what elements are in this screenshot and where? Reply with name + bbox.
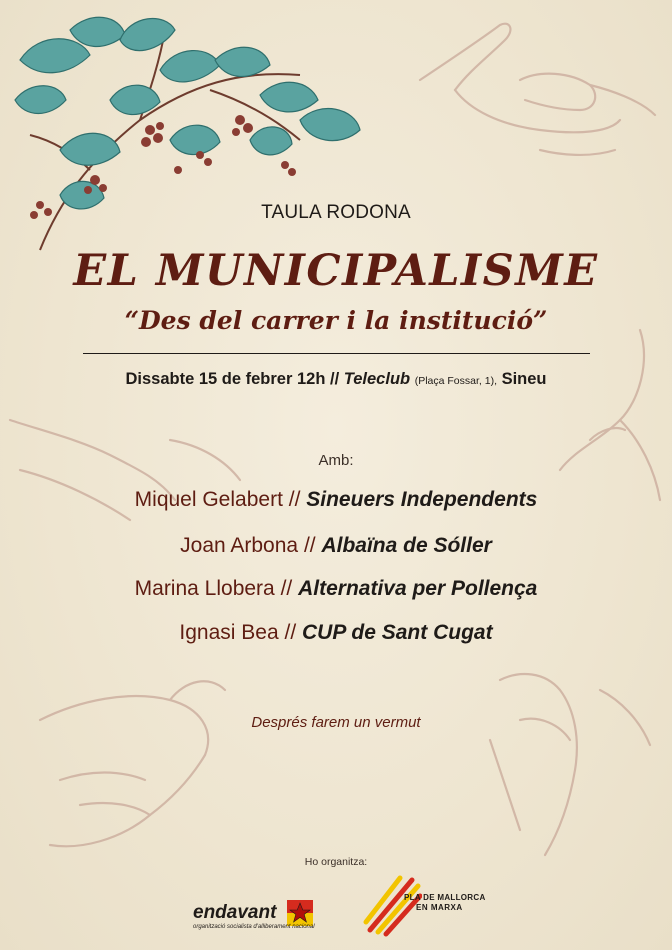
- speaker-row: [0, 488, 672, 512]
- speaker-row: [0, 621, 672, 645]
- red-star-icon: [287, 900, 313, 926]
- event-address: (Plaça Fossar, 1),: [414, 375, 497, 387]
- flag-stripes-icon: [362, 868, 422, 938]
- speaker-name: Ignasi Bea: [179, 621, 279, 644]
- speaker-organization: Alternativa per Pollença: [298, 577, 538, 600]
- event-day: Dissabte: [125, 370, 195, 388]
- speaker-organization: Albaïna de Sóller: [321, 534, 492, 557]
- event-town: Sineu: [501, 370, 547, 388]
- speaker-separator: //: [288, 488, 301, 511]
- poster-subtitle: “Des del carrer i la institució”: [124, 306, 548, 335]
- speaker-row: [0, 577, 672, 601]
- speaker-name: Miquel Gelabert: [134, 488, 283, 511]
- event-dateline: [0, 370, 672, 389]
- endavant-logo: [193, 872, 323, 932]
- mallorca-line1: PLA DE MALLORCA: [404, 893, 486, 902]
- speaker-separator: //: [284, 621, 297, 644]
- speaker-separator: //: [280, 577, 293, 600]
- speaker-separator: //: [303, 534, 316, 557]
- event-date-rest: de febrer 12h //: [221, 370, 340, 388]
- speaker-name: Joan Arbona: [180, 534, 299, 557]
- event-venue: Teleclub: [343, 370, 411, 388]
- divider: [83, 353, 590, 354]
- organizer-label: Ho organitza:: [304, 856, 368, 868]
- poster-title: EL MUNICIPALISME: [73, 246, 599, 296]
- mallorca-line2: EN MARXA: [416, 903, 463, 912]
- endavant-wordmark: endavant: [193, 902, 277, 923]
- speaker-name: Marina Llobera: [134, 577, 275, 600]
- event-date-num: 15: [198, 370, 218, 388]
- endavant-tagline: organització socialista d'alliberament nacional: [193, 924, 315, 930]
- pla-de-mallorca-logo: [362, 868, 486, 938]
- speakers-label: Amb:: [318, 452, 354, 469]
- event-kicker: TAULA RODONA: [261, 202, 411, 223]
- closing-note: Després farem un vermut: [251, 714, 421, 731]
- speaker-organization: Sineuers Independents: [306, 488, 538, 511]
- speaker-organization: CUP de Sant Cugat: [302, 621, 493, 644]
- speaker-row: [0, 534, 672, 558]
